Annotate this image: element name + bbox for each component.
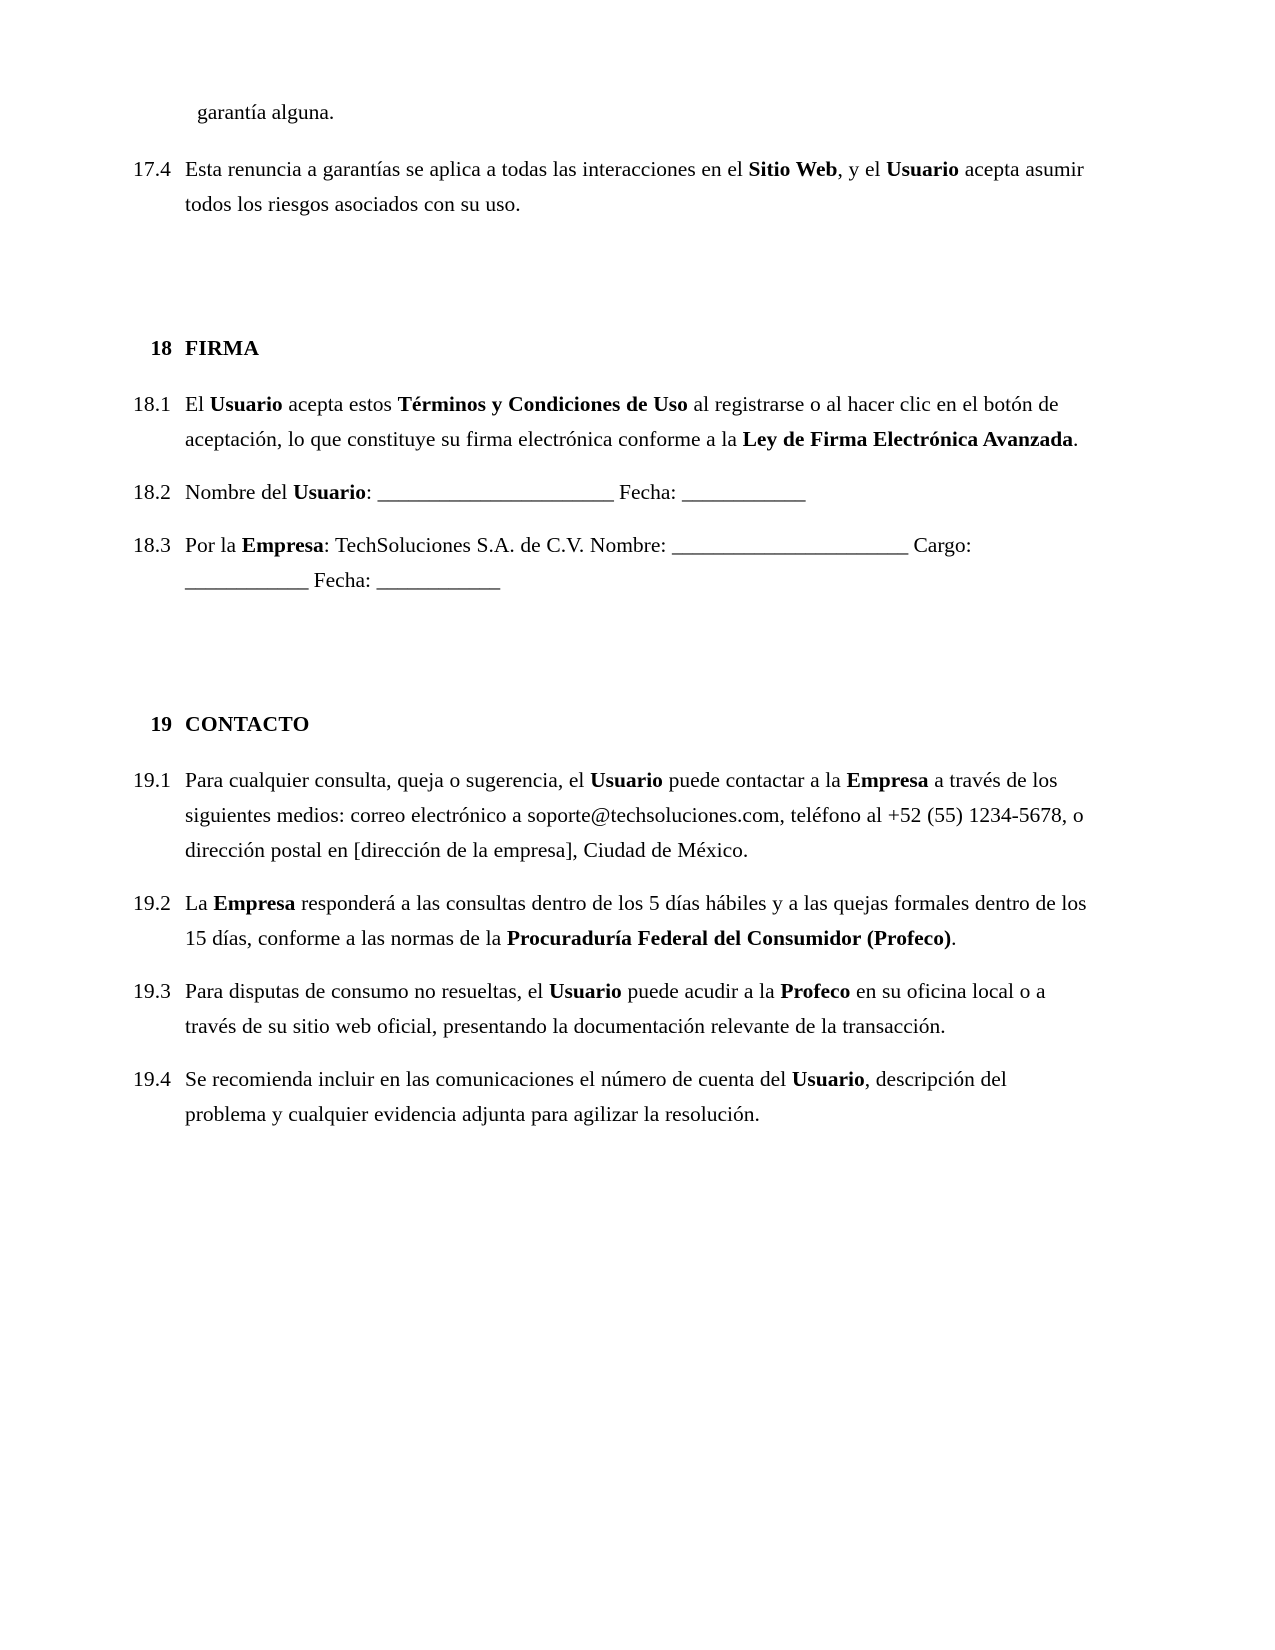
section-spacer [133, 616, 1093, 650]
clause-number: 19.4 [133, 1067, 172, 1091]
clause-number: 18.2 [133, 480, 172, 504]
clause-number: 17.4 [133, 157, 172, 181]
clause-text: El Usuario acepta estos Términos y Condiciones de Uso al registrarse o al hacer clic en el botón de aceptación, lo que constituye su firma electrónica conforme a la Ley de Firma Electrónica Avanzada. [185, 392, 1079, 451]
clause-19-2 [133, 886, 1093, 956]
clause-18-1 [133, 387, 1093, 457]
clause-text: Nombre del Usuario: _______________________ Fecha: ____________ [185, 480, 806, 504]
clause-text: La Empresa responderá a las consultas dentro de los 5 días hábiles y a las quejas formales dentro de los 15 días, conforme a las normas de la Procuraduría Federal del Consumidor (Profeco). [185, 891, 1087, 950]
clause-number: 19.1 [133, 768, 172, 792]
section-heading-18 [133, 332, 1093, 365]
fill-in-blank[interactable]: ____________ [682, 480, 806, 504]
section-title: CONTACTO [185, 712, 310, 736]
clause-text: Esta renuncia a garantías se aplica a todas las interacciones en el Sitio Web, y el Usuario acepta asumir todos los riesgos asociados con su uso. [185, 157, 1084, 216]
fill-in-blank[interactable]: ____________ [185, 568, 308, 592]
clause-number: 18.1 [133, 392, 172, 416]
section-title: FIRMA [185, 336, 260, 360]
section-spacer [133, 240, 1093, 274]
clause-19-3 [133, 974, 1093, 1044]
fill-in-blank[interactable]: _______________________ [672, 533, 908, 557]
clause-number: 18.3 [133, 533, 172, 557]
clause-19-4 [133, 1062, 1093, 1132]
paragraph-continuation: garantía alguna. [197, 100, 335, 124]
fill-in-blank[interactable]: _______________________ [377, 480, 614, 504]
clause-number: 19.2 [133, 891, 172, 915]
clause-text: Para disputas de consumo no resueltas, el Usuario puede acudir a la Profeco en su oficina local o a través de su sitio web oficial, presentando la documentación relevante de la transacción. [185, 979, 1046, 1038]
clause-18-2 [133, 475, 1093, 510]
fill-in-blank[interactable]: ____________ [376, 568, 500, 592]
section-number: 19 [150, 712, 172, 736]
clause-text: Para cualquier consulta, queja o sugerencia, el Usuario puede contactar a la Empresa a través de los siguientes medios: correo electrónico a soporte@techsoluciones.com, teléfono al +52 (55) 1234-5678, o dirección postal en [dirección de la empresa], Ciudad de México. [185, 768, 1084, 862]
clause-number: 19.3 [133, 979, 172, 1003]
clause-19-1 [133, 763, 1093, 868]
clause-17-4 [133, 152, 1093, 222]
clause-text: Por la Empresa: TechSoluciones S.A. de C.V. Nombre: _______________________ Cargo: ____________ Fecha: ____________ [185, 533, 972, 592]
section-heading-19 [133, 708, 1093, 741]
clause-text: Se recomienda incluir en las comunicaciones el número de cuenta del Usuario, descripción del problema y cualquier evidencia adjunta para agilizar la resolución. [185, 1067, 1007, 1126]
clause-18-3 [133, 528, 1093, 598]
section-number: 18 [150, 336, 172, 360]
